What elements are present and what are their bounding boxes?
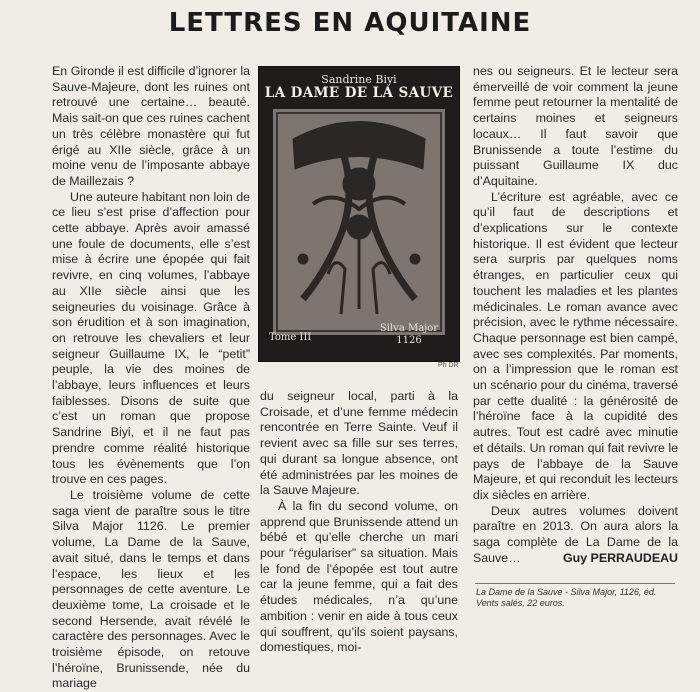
paragraph: À la fin du second volume, on apprend que Brunissende attend un bébé et qu’elle cherche un mari pour “régulariser” sa situation. Mais le fond de l’épopée est tout autre car la jeune femme, qui a fait des études médicales, n’a qu’une ambition : venir en aide à tous ceux qui souffrent, qu’ils soient paysans, domestiques, moi- xyxy=(260,498,458,655)
cover-illustration xyxy=(273,109,445,335)
photo-credit: Ph DR xyxy=(438,362,459,369)
cover-tome: Tome III xyxy=(269,332,312,343)
cover-subtitle-line: Silva Major xyxy=(379,323,439,334)
caption-line: Vents salés, 22 euros. xyxy=(476,598,565,608)
article-column-3 xyxy=(473,64,678,567)
paragraph: En Gironde il est difficile d’ignorer la Sauve-Majeure, dont les ruines ont retrouvé une certaine… beauté. Mais sait-on que ces ruines cachent un très célèbre monastère qui fut érigé au XIIe siècle, grâce à un moine venu de l’imposante abbaye de Maillezais ? xyxy=(52,64,250,188)
page-title: LETTRES EN AQUITAINE xyxy=(168,8,532,38)
cover-subtitle-line: 1126 xyxy=(396,335,422,346)
caption-divider xyxy=(475,583,675,584)
cover-title: LA DAME DE LA SAUVE xyxy=(264,85,454,101)
article-column-2 xyxy=(260,389,458,656)
paragraph: Le troisième volume de cette saga vient de paraître sous le titre Silva Major 1126. Le premier volume, La Dame de la Sauve, avait situé, dans le temps et dans l’espace, les lieux et les personnages de cette aventure. Le deuxième tome, La croisade et le second Hersende, avait révélé le caractère des personnages. Avec le troisième épisode, on retouve l’héroïne, Brunissende, née du mariage xyxy=(52,487,250,691)
book-cover xyxy=(258,66,460,362)
image-caption xyxy=(476,587,688,609)
paragraph: L’écriture est agréable, avec ce qu’il faut de descriptions et d’explications sur le contexte historique. Il est évident que lecteur sera surpris par quelques noms étranges, en particulier ceux qui touchent les maladies et les plantes médicinales. Le roman avance avec précision, avec le rythme nécessaire. Chaque personnage est bien campé, avec ses complexités. Par moments, on a l’impression que le roman est un scénario pour du cinéma, traversé par cette dualité : la générosité de l’héroïne face à la cupidité des autres. Tout est cadré avec minutie et détails. Un roman qui fait revivre le pays de l’abbaye de la Sauve Majeure, et qui reconduit les lecteurs dix siècles en arrière. xyxy=(473,189,678,502)
author-signature: Guy PERRAUDEAU xyxy=(563,551,678,565)
paragraph: du seigneur local, parti à la Croisade, et d’une femme médecin rencontrée en Terre Sainte. Veuf il revient avec sa fille sur ses terres, qui durant sa longue absence, ont été administrées par les moines de la Sauve Majeure. xyxy=(260,389,458,498)
cover-subtitle xyxy=(369,323,449,347)
article-column-1 xyxy=(52,64,250,692)
paragraph: Une auteure habitant non loin de ce lieu s’est prise d’affection pour cette abbaye. Après avoir amassé une foule de documents, elle s’est mise à écrire une épopée qui fait revivre, en cinq volumes, l’abbaye au XIIe siècle ainsi que les seigneuries du voisinage. Grâce à son érudition et à son imagination, on retrouve les chevaliers et leur seigneur Guillaume IX, le “petit” peuple, la vie des moines de l’abbaye, leurs influences et leurs faiblesses. Disons de suite que c’est un roman que propose Sandrine Biyi, et il ne faut pas prendre comme réalité historique tous les évènements que l’on trouve en ces pages. xyxy=(52,189,250,487)
caption-line: La Dame de la Sauve - Silva Major, 1126, éd. xyxy=(476,587,657,597)
paragraph: nes ou seigneurs. Et le lecteur sera émerveillé de voir comment la jeune femme peut retourner la mentalité de certains moines et seigneurs locaux… Il faut savoir que Brunissende a toute l’estime du puissant Guillaume IX duc d’Aquitaine. xyxy=(473,64,678,188)
paragraph: Deux autres volumes doivent paraître en 2013. On aura alors la saga complète de La Dame de la Sauve… xyxy=(473,503,678,565)
cover-author: Sandrine Biyi xyxy=(321,73,397,86)
